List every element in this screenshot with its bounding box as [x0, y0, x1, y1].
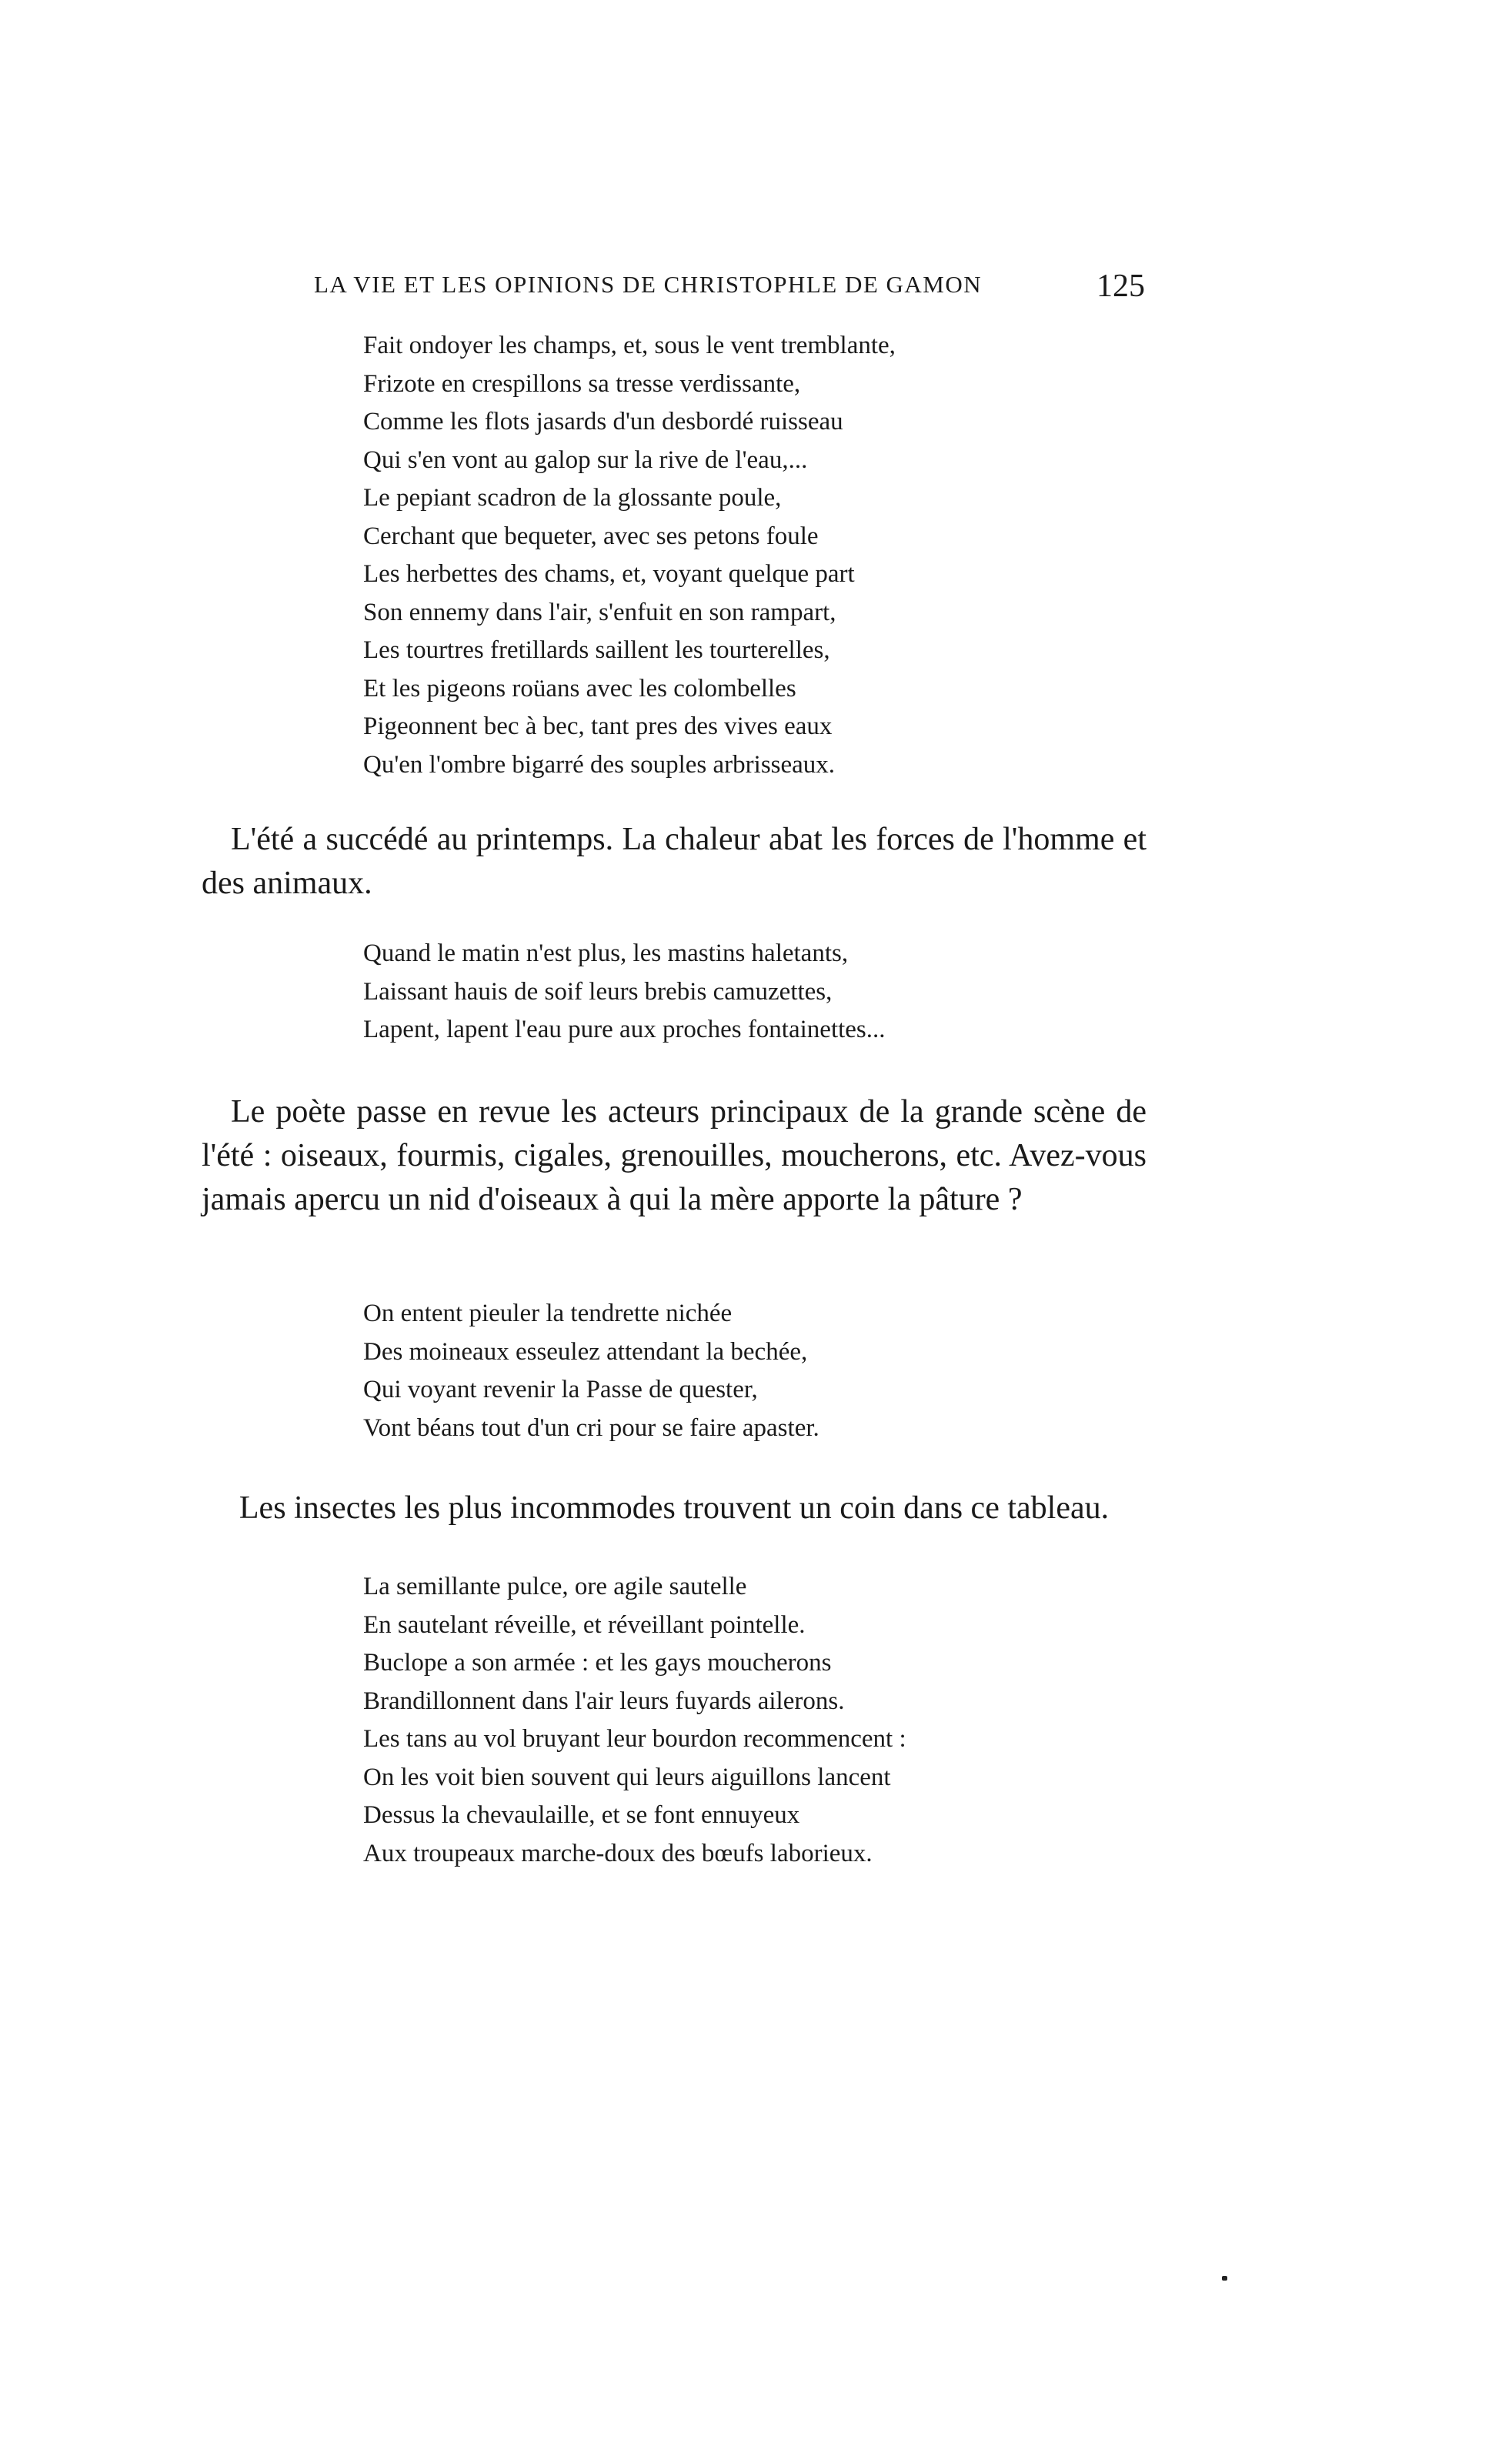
- prose-paragraph-1: L'été a succédé au printemps. La chaleur abat les forces de l'homme et des animaux.: [202, 822, 1147, 901]
- page-number: 125: [1096, 269, 1145, 304]
- verse-line: Pigeonnent bec à bec, tant pres des vives eaux: [363, 712, 833, 740]
- verse-line: Comme les flots jasards d'un desbordé ruisseau: [363, 408, 843, 435]
- verse-line: La semillante pulce, ore agile sautelle: [363, 1573, 747, 1600]
- verse-line: Les tourtres fretillards saillent les tourterelles,: [363, 636, 830, 664]
- verse-line: Buclope a son armée : et les gays moucherons: [363, 1649, 832, 1677]
- verse-stanza-1: [363, 327, 896, 784]
- verse-line: Brandillonnent dans l'air leurs fuyards ailerons.: [363, 1687, 845, 1715]
- verse-stanza-3: [363, 1295, 819, 1447]
- running-title: LA VIE ET LES OPINIONS DE CHRISTOPHLE DE GAMON: [314, 271, 983, 298]
- verse-line: Laissant hauis de soif leurs brebis camuzettes,: [363, 977, 833, 1006]
- verse-stanza-2: [363, 935, 886, 1049]
- verse-line: On les voit bien souvent qui leurs aiguillons lancent: [363, 1763, 891, 1791]
- verse-line: Aux troupeaux marche-doux des bœufs laborieux.: [363, 1839, 873, 1867]
- verse-stanza-4: [363, 1568, 906, 1873]
- verse-line: Et les pigeons roüans avec les colombelles: [363, 674, 796, 702]
- verse-line: Dessus la chevaulaille, et se font ennuyeux: [363, 1801, 800, 1829]
- ink-speck: [1222, 2276, 1227, 2281]
- verse-line: Cerchant que bequeter, avec ses petons foule: [363, 522, 819, 550]
- verse-line: Le pepiant scadron de la glossante poule,: [363, 484, 782, 512]
- verse-line: En sautelant réveille, et réveillant pointelle.: [363, 1610, 806, 1639]
- verse-line: Les herbettes des chams, et, voyant quelque part: [363, 560, 855, 588]
- verse-line: Son ennemy dans l'air, s'enfuit en son rampart,: [363, 598, 836, 626]
- verse-line: Quand le matin n'est plus, les mastins haletants,: [363, 939, 849, 967]
- page-header: [314, 271, 1145, 309]
- verse-line: Des moineaux esseulez attendant la bechée,: [363, 1337, 808, 1366]
- verse-line: Les tans au vol bruyant leur bourdon recommencent :: [363, 1725, 906, 1753]
- verse-line: On entent pieuler la tendrette nichée: [363, 1300, 733, 1327]
- verse-line: Qu'en l'ombre bigarré des souples arbrisseaux.: [363, 750, 836, 779]
- verse-line: Vont béans tout d'un cri pour se faire apaster.: [363, 1413, 819, 1442]
- verse-line: Qui s'en vont au galop sur la rive de l'eau,...: [363, 445, 808, 474]
- verse-line: Lapent, lapent l'eau pure aux proches fontainettes...: [363, 1016, 886, 1043]
- verse-line: Qui voyant revenir la Passe de quester,: [363, 1376, 758, 1403]
- verse-line: Frizote en crespillons sa tresse verdissante,: [363, 369, 801, 398]
- verse-line: Fait ondoyer les champs, et, sous le vent tremblante,: [363, 332, 896, 359]
- prose-paragraph-3: Les insectes les plus incommodes trouvent un coin dans ce tableau.: [239, 1490, 1110, 1526]
- prose-paragraph-2: Le poète passe en revue les acteurs principaux de la grande scène de l'été : oiseaux, fourmis, cigales, grenouilles, moucherons, etc. Avez-vous jamais apercu un nid d'oiseaux à qui la mère apporte la pâture ?: [202, 1094, 1147, 1217]
